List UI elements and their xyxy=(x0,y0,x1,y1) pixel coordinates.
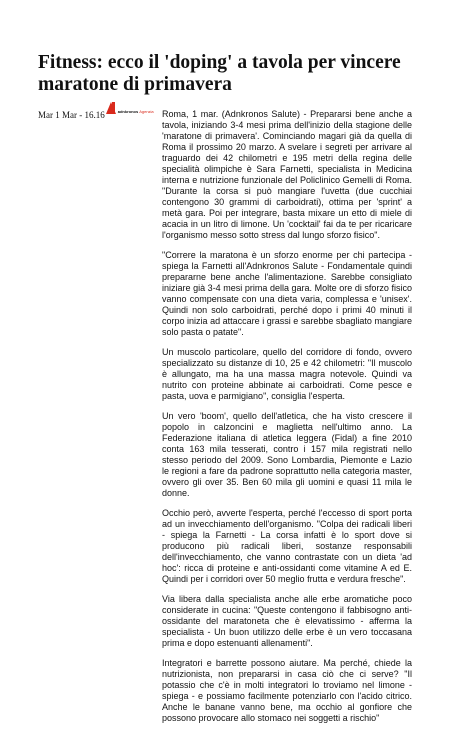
article-paragraph: Integratori e barrette possono aiutare. Ma perché, chiede la nutrizionista, non prepararsi in casa ciò che ci serve? "Il potassio che c'è in molti integratori lo troviamo nel limone - spiega - e possiamo facilmente potenziarlo con l'acido citrico. Anche le banane vanno bene, ma occhio al gonfiore che possono provocare allo stomaco nei soggetti a rischio" xyxy=(162,658,412,723)
article-paragraph: Occhio però, avverte l'esperta, perché l'eccesso di sport porta ad un invecchiamento dell'organismo. "Colpa dei radicali liberi - spiega la Farnetti - La corsa infatti è lo sport dove si producono più radicali liberi, sostanze responsabili dell'invecchiamento, che vanno contrastate con un dieta 'ad hoc': ricca di proteine e anti-ossidanti come vitamine A ed E. Quindi per i corridori over 50 meglio frutta e verdura fresche". xyxy=(162,508,412,584)
article-paragraph: Un muscolo particolare, quello del corridore di fondo, ovvero specializzato su distanze di 10, 25 e 42 chilometri: "Il muscolo è allungato, ma ha una massa magra notevole. Quindi va nutrito con proteine abbinate ai carboidrati. Come pesce e pasta, uova e parmigiano", consiglia l'esperta. xyxy=(162,347,412,401)
adnkronos-logo-icon xyxy=(106,102,117,114)
article-paragraph: "Correre la maratona è un sforzo enorme per chi partecipa - spiega la Farnetti all'Adnkronos Salute - Fondamentale quindi prepararne bene anche l'alimentazione. Sarebbe consigliato iniziare già 3-4 mesi prima della gara. Molte ore di sforzo fisico vanno compensate con una dieta varia, complessa e 'unisex'. Quindi non solo carboidrati, perché dopo i primi 40 minuti il corpo inizia ad attaccare i grassi e sarebbe sbagliato mangiare solo pasta o patate". xyxy=(162,250,412,337)
article-date: Mar 1 Mar - 16.16 xyxy=(38,110,105,120)
adnkronos-logo xyxy=(106,102,154,114)
article-body xyxy=(162,109,412,733)
article-title: Fitness: ecco il 'doping' a tavola per vincere maratone di primavera xyxy=(38,52,401,95)
logo-agency: Agenzia xyxy=(139,109,154,114)
logo-brand: adnkronos xyxy=(117,109,139,114)
article-paragraph: Via libera dalla specialista anche alle erbe aromatiche poco considerate in cucina: "Queste contengono il fabbisogno anti-ossidante del maratoneta che è elevatissimo - afferma la specialista - Un buon utilizzo delle erbe è un vero toccasana prima e dopo estenuanti allenamenti". xyxy=(162,594,412,648)
adnkronos-logo-text xyxy=(118,109,154,114)
article-dateline xyxy=(38,96,154,121)
article-paragraph: Roma, 1 mar. (Adnkronos Salute) - Prepararsi bene anche a tavola, iniziando 3-4 mesi prima dell'inizio della stagione delle 'maratone di primavera'. Cominciando magari già da quella di Roma il prossimo 20 marzo. A svelare i segreti per arrivare al traguardo dei 42 chilometri e 195 metri della regina delle specialità olimpiche è Sara Farnetti, specialista in Medicina interna e nutrizione funzionale del Policlinico Gemelli di Roma. "Durante la corsa si può mangiare l'uvetta (due cucchiai contengono 30 grammi di carboidrati), ottima per 'sprint' a metà gara. Poi per integrare, basta mixare un etto di miele di acacia in un litro di limone. Un 'cocktail' fai da te per ricaricare l'organismo messo sotto stress dal lungo sforzo fisico". xyxy=(162,109,412,240)
article-paragraph: Un vero 'boom', quello dell'atletica, che ha visto crescere il popolo in calzoncini e maglietta nell'ultimo anno. La Federazione italiana di atletica leggera (Fidal) a fine 2010 conta 163 mila tesserati, contro i 157 mila registrati nello stesso periodo del 2009. Sono Lombardia, Piemonte e Lazio le regioni a fare da padrone soprattutto nella categoria master, ovvero gli over 35. Ben 60 mila gli uomini e quasi 11 mila le donne. xyxy=(162,411,412,498)
